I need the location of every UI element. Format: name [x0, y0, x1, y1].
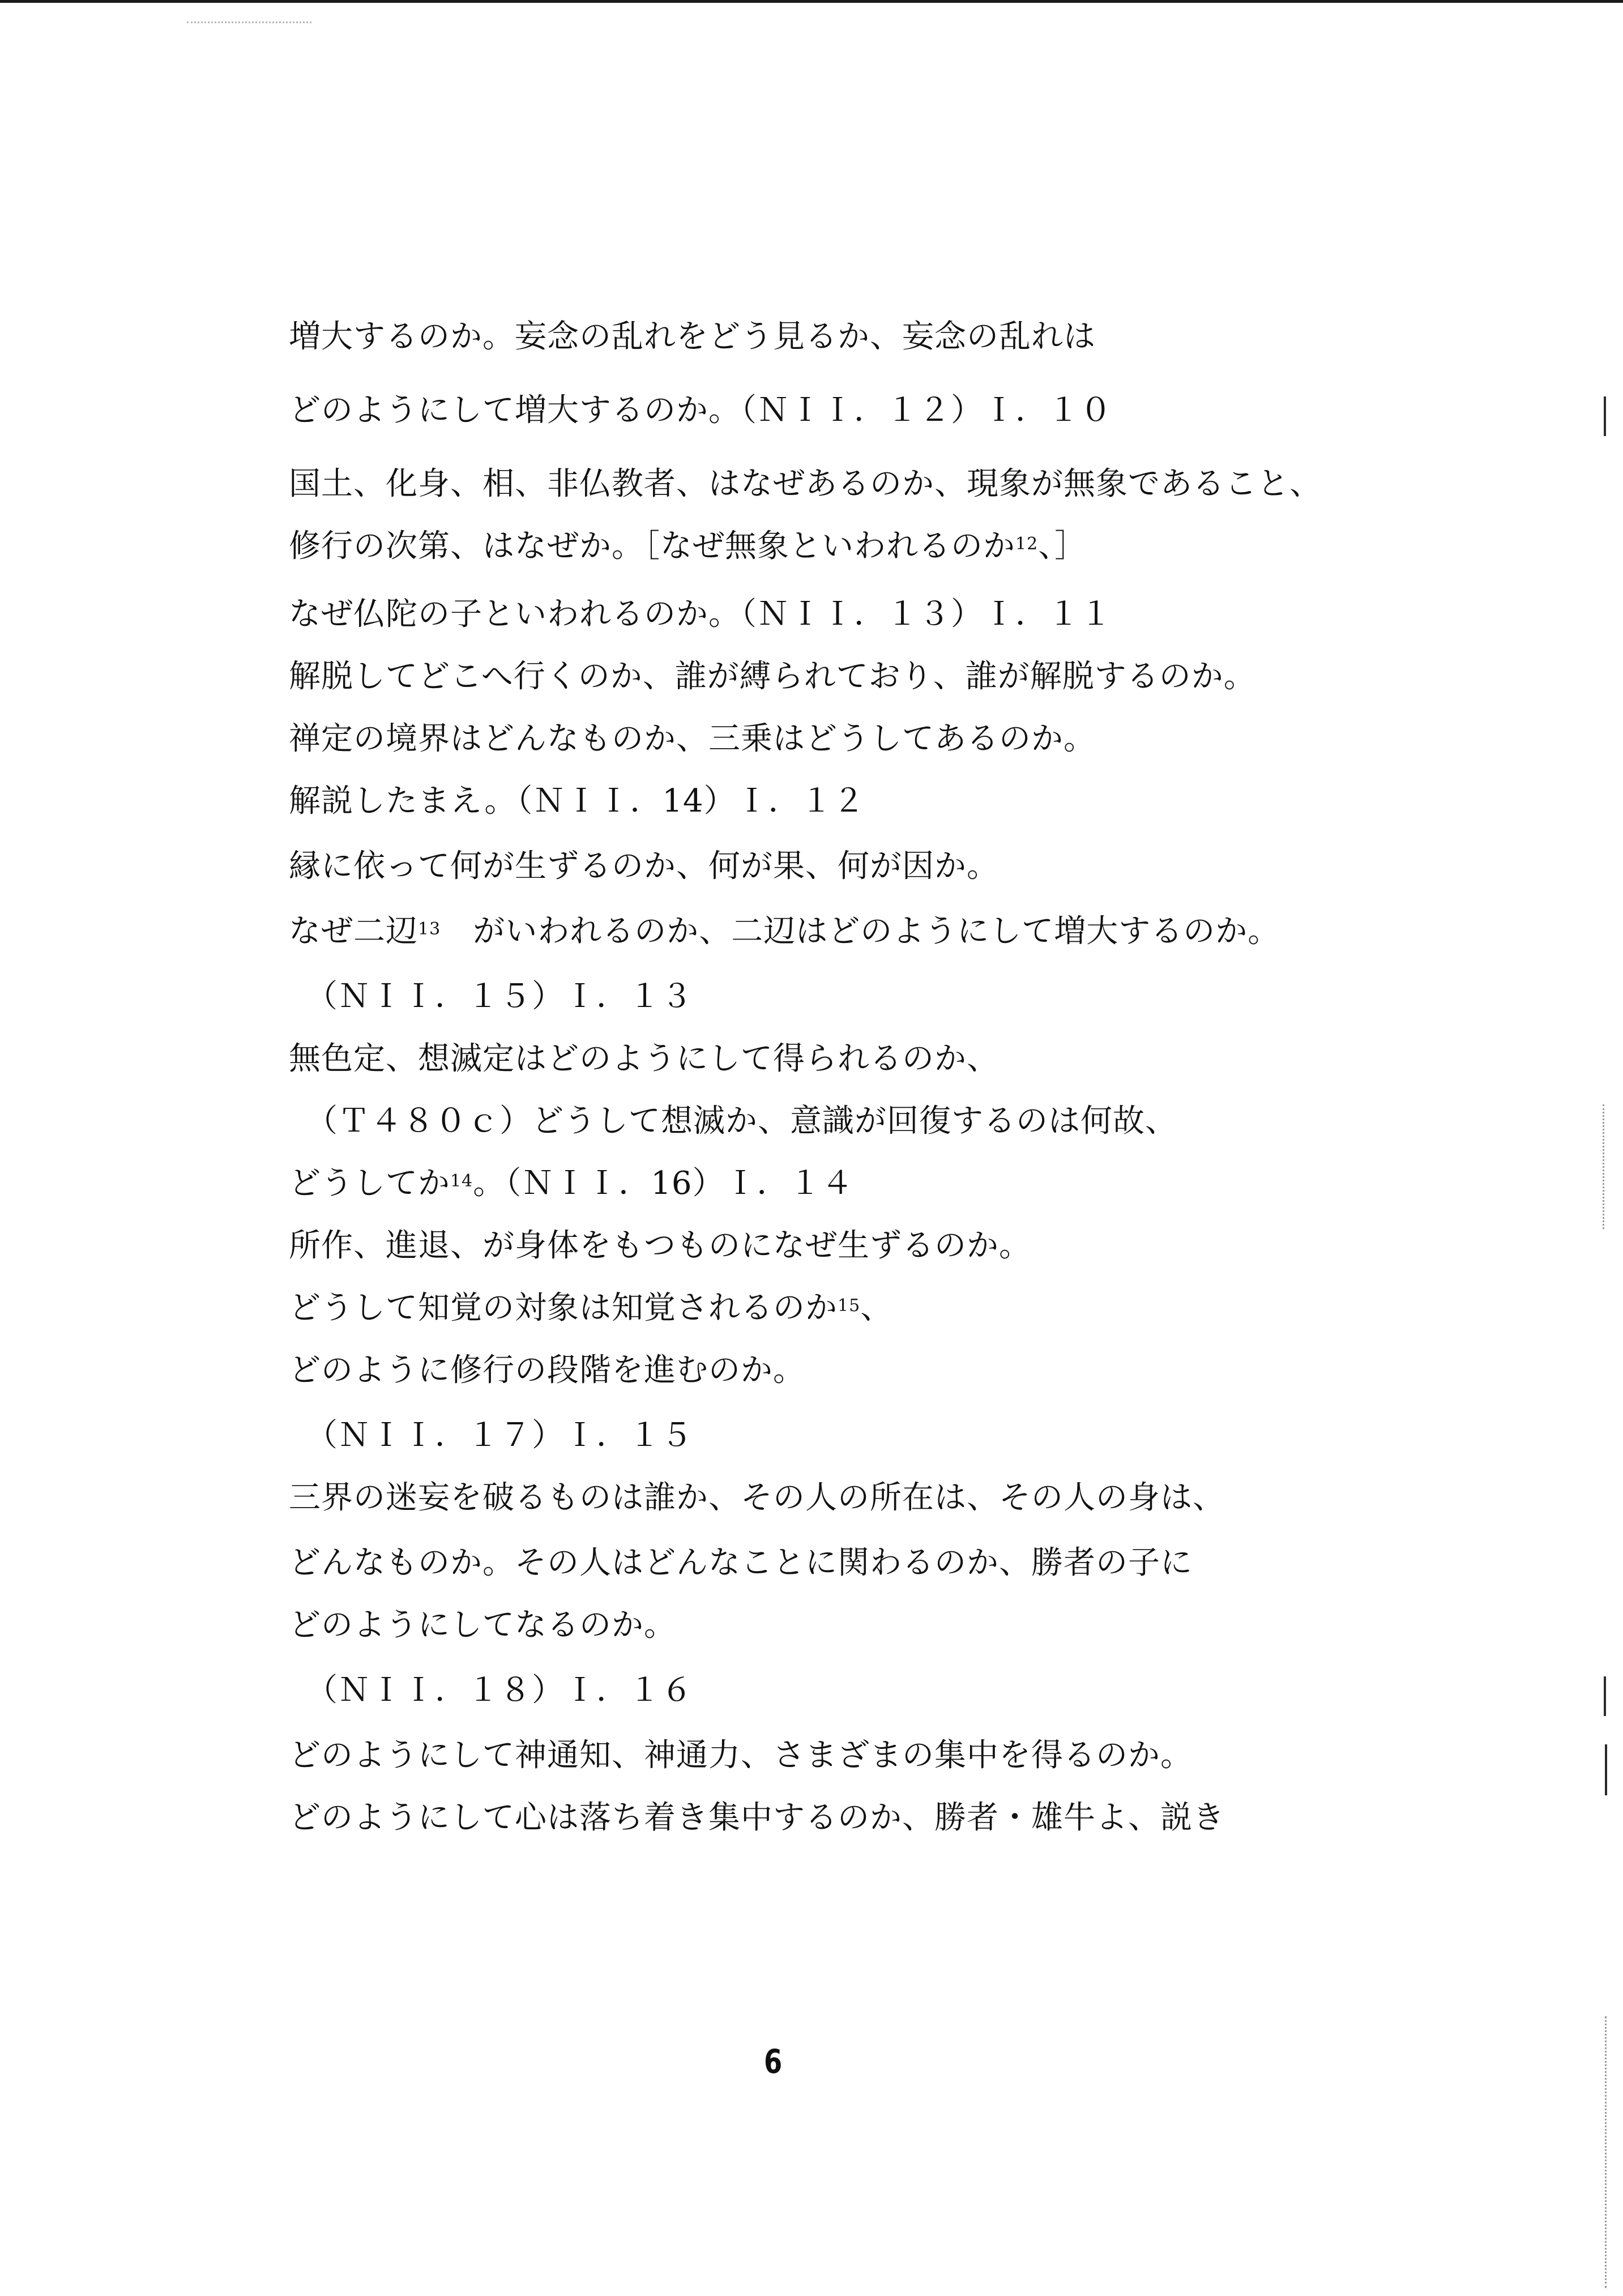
- text-line: [289, 1288, 892, 1328]
- right-edge-dots: [1603, 1104, 1606, 1229]
- page-number: 6: [764, 2042, 783, 2081]
- text-line: （ＮＩＩ．１７）Ｉ．１５: [306, 1417, 693, 1454]
- footnote-ref: 14: [450, 1171, 473, 1191]
- right-edge-mark: [1605, 1744, 1607, 1795]
- footnote-ref: 12: [1015, 534, 1039, 554]
- text-line: 国土、化身、相、非仏教者、はなぜあるのか、現象が無象であること、: [289, 466, 1322, 502]
- text-line: 増大するのか。妄念の乱れをどう見るか、妄念の乱れは: [289, 318, 1096, 355]
- text-line: どのようにして神通知、神通力、さまざまの集中を得るのか。: [289, 1737, 1193, 1774]
- text-line: 無色定、想滅定はどのようにして得られるのか、: [289, 1040, 999, 1077]
- text-line: 三界の迷妄を破るものは誰か、その人の所在は、その人の身は、: [289, 1479, 1225, 1516]
- text-line: なぜ仏陀の子といわれるのか。（ＮＩＩ．１３）Ｉ．１１: [289, 596, 1112, 633]
- text-line: どのように修行の段階を進むのか。: [289, 1352, 805, 1389]
- scan-artifact: [187, 22, 311, 25]
- text-line-tail: 。（ＮＩＩ．16）Ｉ．１４: [473, 1165, 854, 1202]
- text-line-body: なぜ二辺: [289, 913, 418, 950]
- text-line: 縁に依って何が生ずるのか、何が果、何が因か。: [289, 848, 999, 885]
- text-line: [289, 527, 1087, 566]
- text-line: どのようにして増大するのか。（ＮＩＩ．１２）Ｉ．１０: [289, 392, 1112, 429]
- text-line: （Ｔ４８０ｃ）どうして想滅か、意識が回復するのは何故、: [306, 1103, 1177, 1140]
- text-line: 解説したまえ。（ＮＩＩ．14）Ｉ．１２: [289, 783, 865, 820]
- right-edge-dots: [1605, 2016, 1608, 2288]
- right-edge-mark: [1604, 396, 1606, 436]
- text-line: 所作、進退、が身体をもつものになぜ生ずるのか。: [289, 1227, 1031, 1264]
- text-line: 禅定の境界はどんなものか、三乗はどうしてあるのか。: [289, 720, 1096, 757]
- text-line: どんなものか。その人はどんなことに関わるのか、勝者の子に: [289, 1544, 1193, 1581]
- text-line: どのようにしてなるのか。: [289, 1607, 676, 1644]
- text-line: （ＮＩＩ．１８）Ｉ．１６: [306, 1672, 693, 1709]
- text-line: どのようにして心は落ち着き集中するのか、勝者・雄牛よ、説き: [289, 1799, 1225, 1836]
- text-line-tail: がいわれるのか、二辺はどのようにして増大するのか。: [441, 913, 1280, 950]
- text-line-tail: 、］: [1038, 528, 1087, 565]
- text-line: [289, 1164, 853, 1204]
- scan-top-border: [0, 0, 1623, 3]
- footnote-ref: 13: [418, 919, 441, 939]
- text-line-tail: 、: [860, 1290, 893, 1326]
- text-line: 解脱してどこへ行くのか、誰が縛られており、誰が解脱するのか。: [289, 658, 1256, 695]
- footnote-ref: 15: [838, 1296, 861, 1316]
- text-line-body: どうしてか: [289, 1165, 450, 1202]
- text-line: [289, 912, 1280, 951]
- text-line-body: 修行の次第、はなぜか。［なぜ無象といわれるのか: [289, 528, 1015, 565]
- text-line: （ＮＩＩ．１５）Ｉ．１３: [306, 978, 693, 1015]
- text-line-body: どうして知覚の対象は知覚されるのか: [289, 1290, 838, 1326]
- right-edge-mark: [1604, 1676, 1606, 1716]
